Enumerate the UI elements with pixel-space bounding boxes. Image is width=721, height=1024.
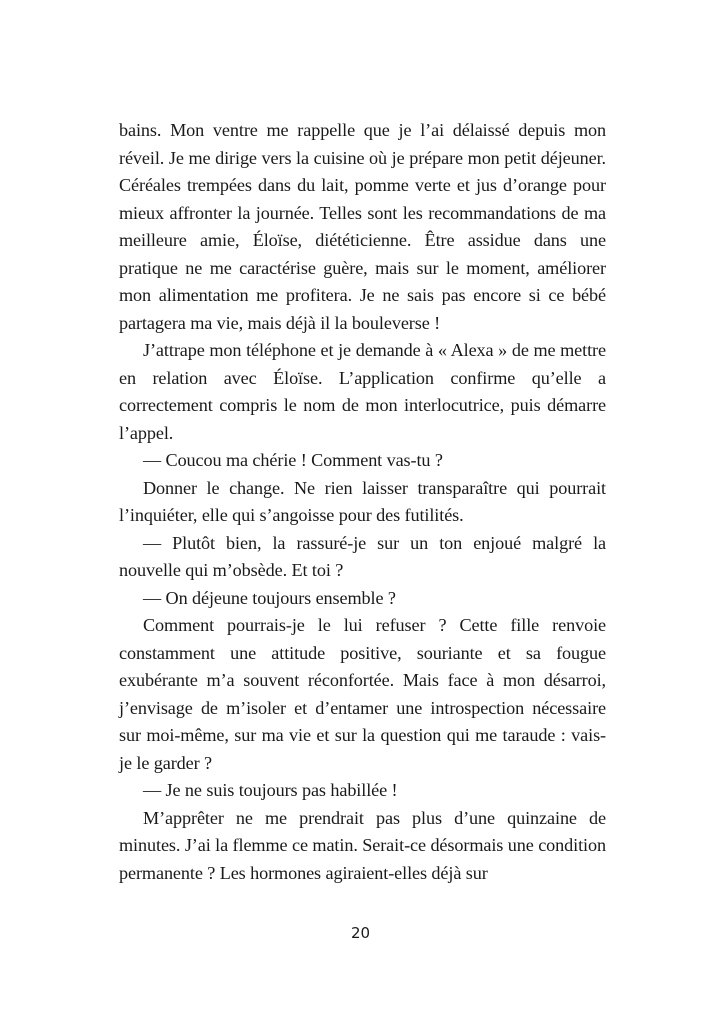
paragraph-3: — Coucou ma chérie ! Comment vas-tu ?: [143, 450, 443, 470]
page-number: 20: [350, 924, 371, 942]
paragraph-4: Donner le change. Ne rien laisser transparaître qui pourrait l’inquiéter, elle qui s’angoisse pour des futilités.: [119, 477, 606, 525]
paragraph-7: Comment pourrais-je le lui refuser ? Cette fille renvoie constamment une attitude positive, souriante et sa fougue exubérante m’a souvent réconfortée. Mais face à mon désarroi, j’envisage de m’isoler et d’entamer une introspection nécessaire sur moi-même, sur ma vie et sur la question qui me taraude : vais-je le garder ?: [119, 615, 606, 773]
paragraph-6: — On déjeune toujours ensemble ?: [143, 587, 396, 608]
body-text: [119, 117, 606, 887]
paragraph-2: J’attrape mon téléphone et je demande à « Alexa » de me mettre en relation avec Éloïse. L’application confirme qu’elle a correctement compris le nom de mon interlocutrice, puis démarre l’appel.: [119, 340, 606, 443]
paragraph-1: bains. Mon ventre me rappelle que je l’ai délaissé depuis mon réveil. Je me dirige vers la cuisine où je prépare mon petit déjeuner. Céréales trempées dans du lait, pomme verte et jus d’orange pour mieux affronter la journée. Telles sont les recommandations de ma meilleure amie, Éloïse, diététicienne. Être assidue dans une pratique ne me caractérise guère, mais sur le moment, améliorer mon alimentation me profitera. Je ne sais pas encore si ce bébé partagera ma vie, mais déjà il la bouleverse !: [119, 120, 606, 333]
paragraph-5: — Plutôt bien, la rassuré-je sur un ton enjoué malgré la nouvelle qui m’obsède. Et toi ?: [119, 532, 606, 580]
paragraph-9: M’apprêter ne me prendrait pas plus d’une quinzaine de minutes. J’ai la flemme ce matin. Serait-ce désormais une condition permanente ? Les hormones agiraient-elles déjà sur: [119, 807, 606, 883]
paragraph-8: — Je ne suis toujours pas habillée !: [143, 780, 398, 800]
